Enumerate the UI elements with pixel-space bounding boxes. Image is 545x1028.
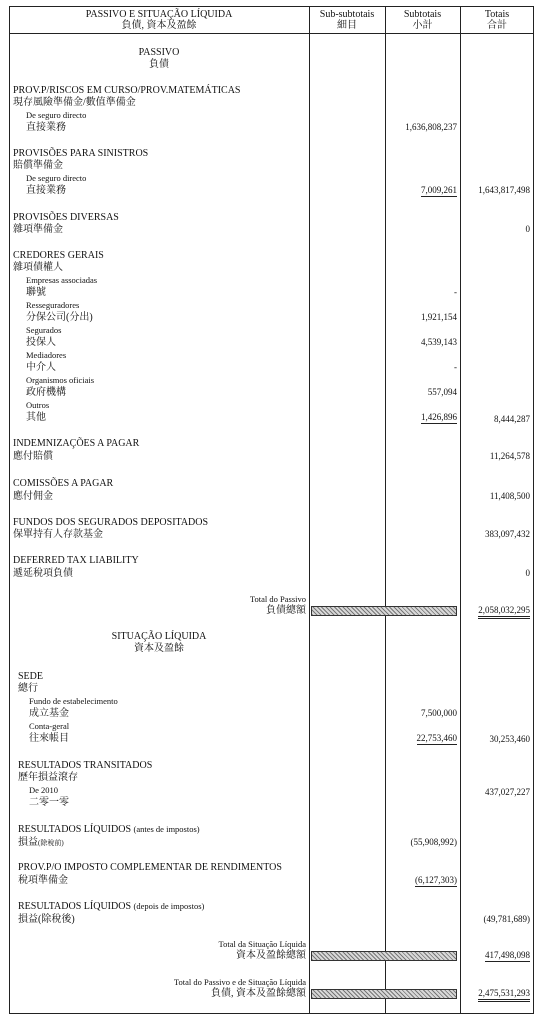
header-col2-pt: Sub-subtotais [319,9,375,20]
subtotal-value: 1,636,808,237 [405,122,457,132]
row-label-cn: 保單持有人存款基金 [13,529,103,540]
list-item-value: 1,426,896 [421,412,457,422]
list-item-label-cn: 分保公司(分出) [26,312,93,323]
total-label-cn: 負債總額 [266,605,306,616]
row-label: FUNDOS DOS SEGURADOS DEPOSITADOS [13,517,209,528]
row-label-cn: 雜項準備金 [13,224,63,235]
total-value: 417,498,098 [485,950,530,960]
list-item-label-cn: 其他 [26,412,46,423]
list-item-value: 4,539,143 [421,337,457,347]
column-divider [309,6,310,1014]
header-col1-pt: PASSIVO E SITUAÇÃO LÍQUIDA [85,9,233,20]
row-label: PROV.P/RISCOS EM CURSO/PROV.MATEMÁTICAS [13,85,241,96]
header-col4-cn: 合計 [487,20,507,31]
section-title-situacao: SITUAÇÃO LÍQUIDA [111,631,207,642]
list-item-label-cn: 聯號 [26,287,46,298]
subtotal-value: (55,908,992) [410,837,457,847]
row-label-cn: 歷年損益滾存 [18,772,78,783]
list-item-label: Mediadores [26,350,67,360]
row-label-cn: 損益(除稅前) [18,837,64,848]
total-value: 11,408,500 [489,491,530,501]
list-item-label: Resseguradores [26,300,80,310]
total-value: 383,097,432 [485,529,530,539]
list-item-label-cn: 中介人 [26,362,56,373]
total-label-cn: 資本及盈餘總額 [236,950,306,961]
row-label: RESULTADOS LÍQUIDOS (depois de impostos) [18,901,205,912]
row-label-cn: 應付佣金 [13,491,53,502]
list-item-value: 557,094 [427,387,457,397]
row-label: DEFERRED TAX LIABILITY [13,555,139,566]
total-label: Total do Passivo [249,594,306,604]
row-label-cn: 應付賠償 [13,451,53,462]
total-value: 2,475,531,293 [478,988,530,1002]
list-item-label: Segurados [26,325,62,335]
row-sublabel: De seguro directo [26,110,87,120]
row-label-cn: 雜項債權人 [13,262,63,273]
header-col3-cn: 小計 [412,20,433,31]
total-value: (49,781,689) [483,914,530,924]
total-label: Total do Passivo e de Situação Líquida [173,977,306,987]
list-item-value: - [454,287,457,297]
list-item-label-cn: 投保人 [26,337,56,348]
section-title-situacao-cn: 資本及盈餘 [134,643,184,654]
total-value: 30,253,460 [489,734,530,744]
row-sublabel-cn: 直接業務 [26,185,66,196]
subtotal-value: 7,009,261 [421,185,457,195]
row-label-cn: 損益(除稅後) [18,914,75,925]
list-item-label-cn: 往來帳目 [29,733,69,744]
total-value: 2,058,032,295 [478,605,530,619]
row-label: INDEMNIZAÇÕES A PAGAR [13,438,140,449]
total-value: 8,444,287 [494,414,530,424]
row-label-cn: 賠償準備金 [13,160,63,171]
list-item-label: Fundo de estabelecimento [29,696,118,706]
row-label-cn: 遞延稅項負債 [13,568,73,579]
list-item-label: Outros [26,400,50,410]
total-value: 437,027,227 [485,787,530,797]
row-label-cn: 稅項準備金 [18,875,68,886]
total-value: 1,643,817,498 [478,185,530,195]
list-item-label-cn: 成立基金 [29,708,69,719]
list-item-value: 7,500,000 [421,708,457,718]
header-col2-cn: 細目 [337,20,357,31]
row-sublabel: De seguro directo [26,173,87,183]
hatched-cell [311,989,457,999]
list-item-value: 1,921,154 [421,312,457,322]
column-divider [460,6,461,1014]
row-label: PROVISÕES DIVERSAS [13,212,119,223]
list-item-label: Conta-geral [29,721,70,731]
row-sublabel-cn: 二零一零 [29,797,69,808]
balance-sheet-page [9,6,534,1018]
row-label-cn: 現存風險準備金/數值準備金 [13,97,136,108]
header-divider [9,33,534,34]
hatched-cell [311,606,457,616]
row-label: COMISSÕES A PAGAR [13,478,114,489]
header-col4-pt: Totais [484,9,510,20]
subtotal-value: (6,127,303) [415,875,457,885]
row-label: RESULTADOS TRANSITADOS [18,760,153,771]
row-label: PROVISÕES PARA SINISTROS [13,148,149,159]
header-col1-cn: 負債, 資本及盈餘 [121,20,197,31]
row-label-cn: 總行 [18,683,38,694]
list-item-label: Empresas associadas [26,275,98,285]
total-value: 0 [525,224,530,234]
total-value: 0 [525,568,530,578]
row-sublabel-cn: 直接業務 [26,122,66,133]
list-item-value: - [454,362,457,372]
hatched-cell [311,951,457,961]
section-title-passivo-cn: 負債 [149,59,169,70]
row-label: CREDORES GERAIS [13,250,104,261]
column-divider [385,6,386,1014]
list-item-value: 22,753,460 [416,733,457,743]
header-col3-pt: Subtotais [403,9,442,20]
section-title-passivo: PASSIVO [138,47,180,58]
row-sublabel: De 2010 [29,785,59,795]
list-item-label-cn: 政府機構 [26,387,66,398]
total-value: 11,264,578 [489,451,530,461]
total-label: Total da Situação Líquida [218,939,306,949]
row-label: SEDE [18,671,43,682]
row-label: RESULTADOS LÍQUIDOS (antes de impostos) [18,824,200,835]
total-label-cn: 負債, 資本及盈餘總額 [211,988,306,999]
list-item-label: Organismos oficiais [26,375,95,385]
row-label: PROV.P/O IMPOSTO COMPLEMENTAR DE RENDIMENTOS [18,862,282,873]
